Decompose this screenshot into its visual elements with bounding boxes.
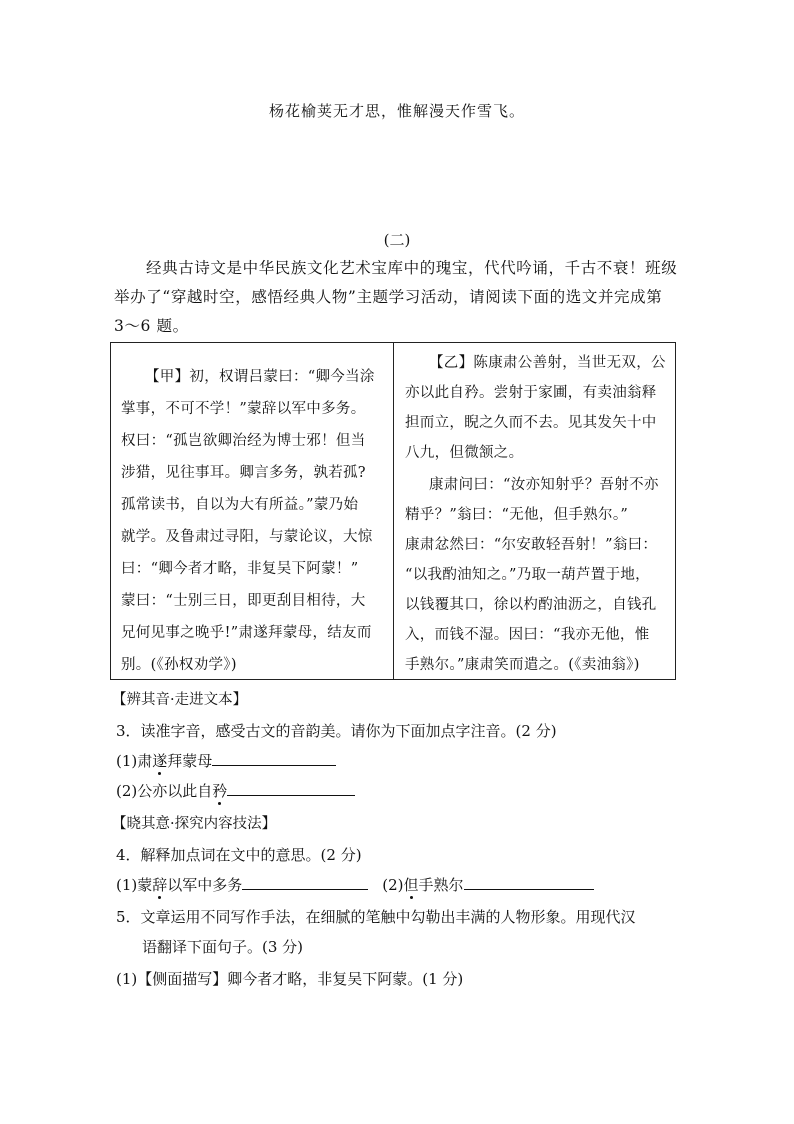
q4-item2-suffix: 手熟尔 — [418, 876, 464, 894]
table-divider — [393, 343, 394, 679]
question-3: 3．读准字音，感受古文的音韵美。请你为下面加点字注音。(2 分) — [116, 722, 557, 740]
q3-item2-prefix: (2)公亦以此自 — [116, 782, 213, 800]
passage-a-line: 掌事，不可不学！”蒙辞以军中多务。 — [121, 401, 366, 417]
answer-blank-4-2[interactable] — [464, 875, 594, 890]
question-4: 4．解释加点词在文中的意思。(2 分) — [116, 846, 362, 864]
part1-header: 【辨其音·走进文本】 — [112, 692, 248, 708]
intro-line-1: 经典古诗文是中华民族文化艺术宝库中的瑰宝，代代吟诵，千古不衰！班级 — [146, 259, 678, 277]
q4-item1-suffix: 以军中多务 — [167, 876, 243, 894]
intro-line-3: 3～6 题。 — [114, 317, 189, 335]
passage-a-line: 蒙曰：“士别三日，即更刮目相待，大 — [121, 593, 366, 609]
passage-b-line: 精乎？”翁曰：“无他，但手熟尔。” — [405, 507, 629, 523]
answer-blank-4-1[interactable] — [242, 875, 368, 890]
passage-b-line: 手熟尔。”康肃笑而遣之。(《卖油翁》) — [405, 657, 640, 673]
question-4-items — [116, 874, 594, 895]
answer-blank-3-1[interactable] — [212, 751, 336, 766]
passage-b-line: “以我酌油知之。”乃取一葫芦置于地， — [405, 567, 650, 583]
question-3-item-2 — [116, 780, 355, 801]
passage-a-line: 涉猎，见往事耳。卿言多务，孰若孤? — [121, 465, 366, 481]
part2-header: 【晓其意·探究内容技法】 — [112, 816, 277, 832]
q4-item1-dotted-char: 辞 — [152, 876, 168, 894]
passage-a-line: 兄何见事之晚乎!”肃遂拜蒙母，结友而 — [121, 625, 372, 641]
passage-b-line: 入，而钱不湿。因曰：“我亦无他，惟 — [405, 627, 650, 643]
question-5-item-1: (1)【侧面描写】卿今者才略，非复吴下阿蒙。(1 分) — [116, 970, 464, 988]
answer-blank-3-2[interactable] — [227, 781, 355, 796]
passage-a-line: 权曰：“孤岂欲卿治经为博士邪！但当 — [121, 433, 366, 449]
q4-item2-prefix: (2) — [382, 876, 404, 894]
intro-line-2: 举办了“穿越时空，感悟经典人物”主题学习活动，请阅读下面的选文并完成第 — [114, 288, 663, 306]
passage-a-line: 就学。及鲁肃过寻阳，与蒙论议，大惊 — [121, 529, 373, 545]
passage-a-line: 曰：“卿今者才略，非复吴下阿蒙！” — [121, 561, 359, 577]
section-label: (二) — [383, 231, 411, 249]
q3-item1-suffix: 拜蒙母 — [167, 752, 213, 770]
passage-b-line: 【乙】陈康肃公善射，当世无双，公 — [429, 355, 666, 371]
passage-b-line: 康肃问曰：“汝亦知射乎？吾射不亦 — [429, 477, 659, 493]
passage-b-line: 以钱覆其口，徐以杓酌油沥之，自钱孔 — [405, 597, 657, 613]
q4-item2-dotted-char: 但 — [403, 876, 419, 894]
q3-item1-dotted-char: 遂 — [152, 752, 168, 770]
q3-item2-dotted-char: 矜 — [212, 782, 228, 800]
passage-b-line: 康肃忿然曰：“尔安敢轻吾射！”翁曰： — [405, 537, 658, 553]
passage-a-line: 孤常读书，自以为大有所益。”蒙乃始 — [121, 497, 359, 513]
passage-b-line: 担而立，睨之久而不去。见其发矢十中 — [405, 415, 657, 431]
question-3-item-1 — [116, 750, 336, 771]
question-5-line-1: 5．文章运用不同写作手法，在细腻的笔触中勾勒出丰满的人物形象。用现代汉 — [116, 908, 636, 926]
question-5-line-2: 语翻译下面句子。(3 分) — [142, 938, 304, 956]
passage-b-line: 亦以此自矜。尝射于家圃，有卖油翁释 — [405, 385, 657, 401]
q3-item1-prefix: (1)肃 — [116, 752, 153, 770]
passage-table — [110, 342, 676, 680]
passage-a-line: 别。(《孙权劝学》) — [121, 657, 237, 673]
poem-line: 杨花榆荚无才思，惟解漫天作雪飞。 — [268, 102, 525, 120]
passage-b-line: 八九，但微颔之。 — [405, 445, 524, 461]
q4-item1-prefix: (1)蒙 — [116, 876, 153, 894]
passage-a-line: 【甲】初，权谓吕蒙曰：“卿今当涂 — [145, 369, 375, 385]
